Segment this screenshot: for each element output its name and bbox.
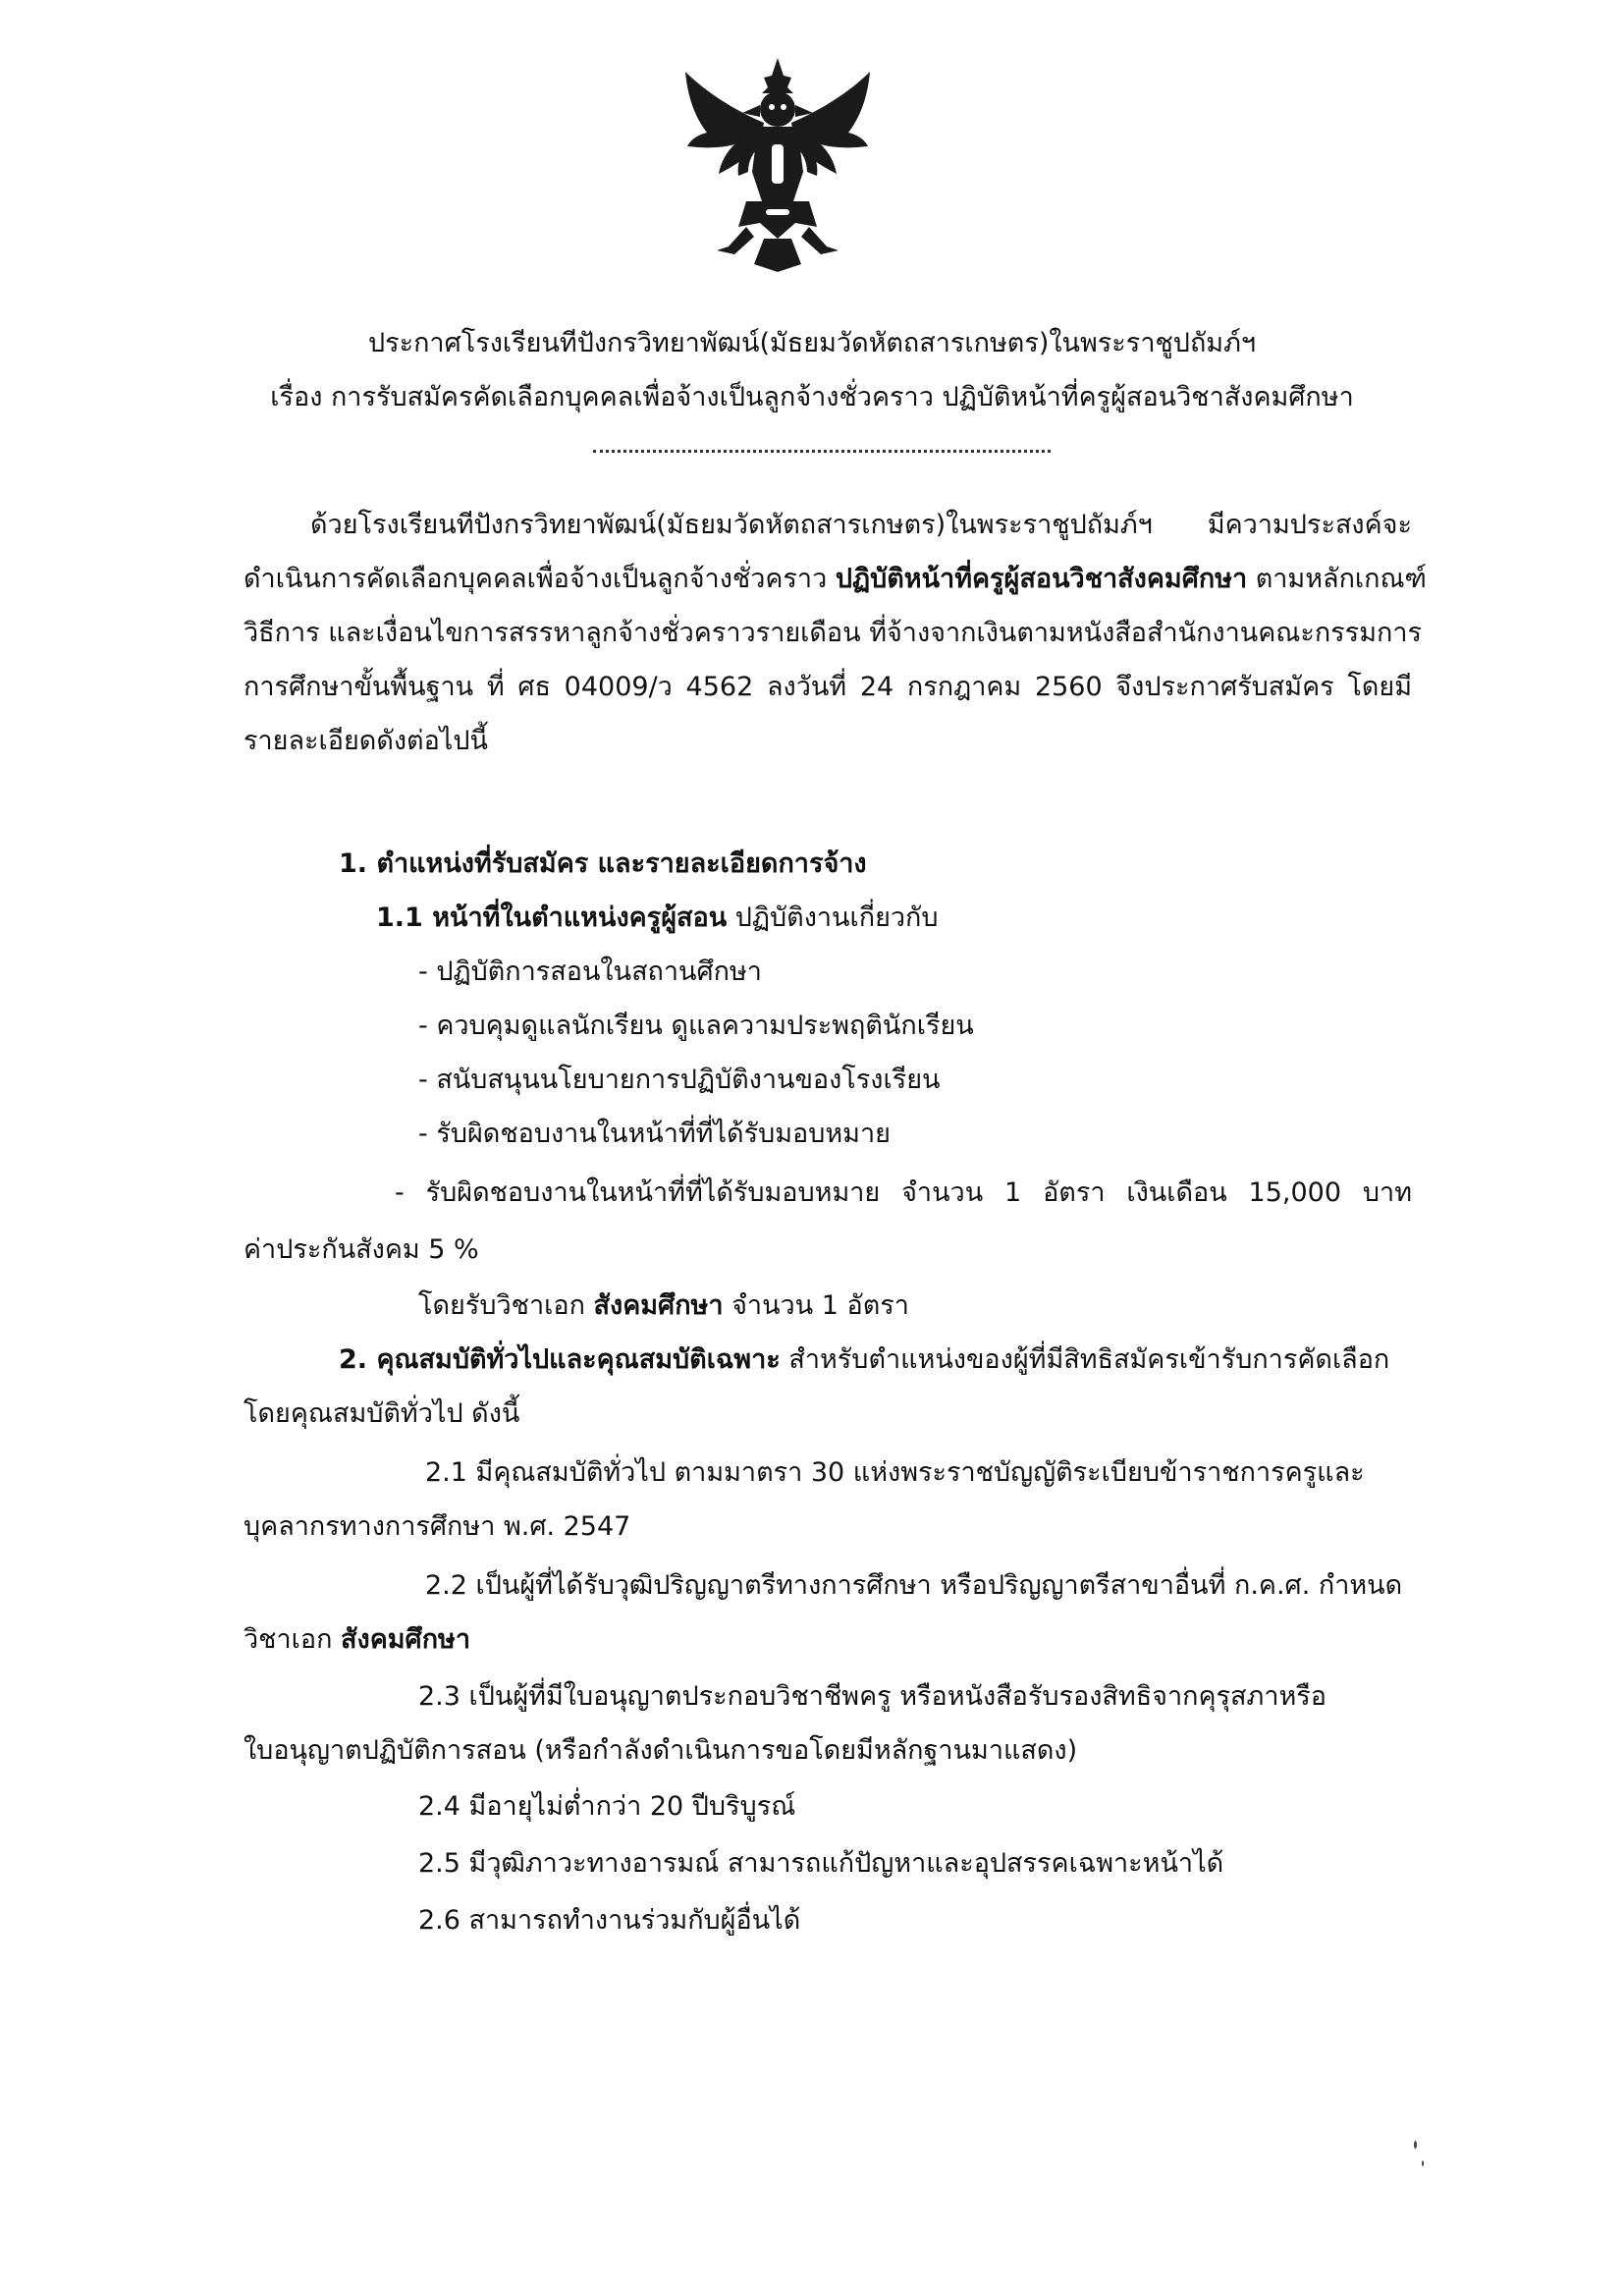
qualification-2-2-a: วิชาเอก: [244, 1624, 342, 1655]
qualification-2-3-line-2: ใบอนุญาตปฏิบัติการสอน (หรือกำลังดำเนินการขอโดยมีหลักฐานมาแสดง): [244, 1735, 1078, 1766]
duty-item: - รับผิดชอบงานในหน้าที่ที่ได้รับมอบหมาย: [418, 1119, 891, 1149]
intro-line-2: [244, 560, 1427, 599]
qualification-2-4: 2.4 มีอายุไม่ต่ำกว่า 20 ปีบริบูรณ์: [418, 1791, 796, 1822]
scan-speck: [1422, 2160, 1424, 2166]
qualification-2-5: 2.5 มีวุฒิภาวะทางอารมณ์ สามารถแก้ปัญหาและอุปสรรคเฉพาะหน้าได้: [418, 1848, 1224, 1879]
scan-speck: [1414, 2141, 1417, 2149]
salary-line-1: - รับผิดชอบงานในหน้าที่ที่ได้รับมอบหมาย จำนวน 1 อัตรา เงินเดือน 15,000 บาท: [395, 1177, 1412, 1208]
announcement-subject: เรื่อง การรับสมัครคัดเลือกบุคคลเพื่อจ้างเป็นลูกจ้างชั่วคราว ปฏิบัติหน้าที่ครูผู้สอนวิชาสังคมศึกษา: [270, 382, 1354, 412]
major-line-a: โดยรับวิชาเอก: [418, 1290, 594, 1321]
duty-item: - ควบคุมดูแลนักเรียน ดูแลความประพฤตินักเรียน: [418, 1011, 974, 1041]
salary-line-2: ค่าประกันสังคม 5 %: [244, 1234, 479, 1265]
intro-line-4: การศึกษาขั้นพื้นฐาน ที่ ศธ 04009/ว 4562 ลงวันที่ 24 กรกฎาคม 2560 จึงประกาศรับสมัคร โดยมี: [244, 672, 1412, 702]
section1-sub-num: 1.1: [376, 902, 433, 933]
duty-item: - ปฏิบัติการสอนในสถานศึกษา: [418, 957, 762, 987]
section1-heading: [339, 845, 867, 884]
qualification-2-3-line-1: 2.3 เป็นผู้ที่มีใบอนุญาตประกอบวิชาชีพครู หรือหนังสือรับรองสิทธิจากคุรุสภาหรือ: [418, 1681, 1327, 1712]
section1-sub-rest: ปฏิบัติงานเกี่ยวกับ: [727, 902, 939, 933]
section2-heading-rest: สำหรับตำแหน่งของผู้ที่มีสิทธิสมัครเข้ารับการคัดเลือก: [780, 1344, 1390, 1375]
intro-line-2-c: ตามหลักเกณฑ์: [1247, 564, 1427, 594]
major-subject-bold: สังคมศึกษา: [593, 1290, 724, 1321]
section2-heading: [339, 1340, 1390, 1380]
section1-sub-heading: [376, 899, 939, 938]
intro-line-3: วิธีการ และเงื่อนไขการสรรหาลูกจ้างชั่วคราวรายเดือน ที่จ้างจากเงินตามหนังสือสำนักงานคณะกรรมการ: [244, 618, 1422, 648]
qualification-2-1-line-2: บุคลากรทางการศึกษา พ.ศ. 2547: [244, 1511, 631, 1542]
intro-position-bold: ปฏิบัติหน้าที่ครูผู้สอนวิชาสังคมศึกษา: [835, 564, 1248, 594]
duty-item: - สนับสนุนนโยบายการปฏิบัติงานของโรงเรียน: [418, 1065, 941, 1095]
qualification-2-2-subject-bold: สังคมศึกษา: [341, 1624, 470, 1655]
qualification-2-2-line-1: 2.2 เป็นผู้ที่ได้รับวุฒิปริญญาตรีทางการศึกษา หรือปริญญาตรีสาขาอื่นที่ ก.ค.ศ. กำหนด: [425, 1570, 1403, 1601]
section2-heading-line-2: โดยคุณสมบัติทั่วไป ดังนี้: [244, 1398, 520, 1429]
qualification-2-1-line-1: 2.1 มีคุณสมบัติทั่วไป ตามมาตรา 30 แห่งพระราชบัญญัติระเบียบข้าราชการครูและ: [425, 1457, 1365, 1488]
qualification-2-6: 2.6 สามารถทำงานร่วมกับผู้อื่นได้: [418, 1905, 801, 1936]
qualification-2-2-line-2: [244, 1620, 470, 1660]
section1-heading-text: 1. ตำแหน่งที่รับสมัคร และรายละเอียดการจ้าง: [339, 848, 867, 879]
major-line-c: จำนวน 1 อัตรา: [723, 1290, 909, 1321]
garuda-emblem-icon: [677, 54, 879, 275]
major-line: [418, 1286, 909, 1326]
section1-sub-bold: หน้าที่ในตำแหน่งครูผู้สอน: [432, 902, 728, 933]
announcement-title: ประกาศโรงเรียนทีปังกรวิทยาพัฒน์(มัธยมวัดหัตถสารเกษตร)ในพระราชูปถัมภ์ฯ: [367, 328, 1257, 358]
intro-line-5: รายละเอียดดังต่อไปนี้: [244, 726, 488, 756]
intro-line-2-a: ดำเนินการคัดเลือกบุคคลเพื่อจ้างเป็นลูกจ้างชั่วคราว: [244, 564, 836, 594]
section2-heading-bold: 2. คุณสมบัติทั่วไปและคุณสมบัติเฉพาะ: [339, 1344, 781, 1375]
intro-line-1: ด้วยโรงเรียนทีปังกรวิทยาพัฒน์(มัธยมวัดหัตถสารเกษตร)ในพระราชูปถัมภ์ฯ มีความประสงค์จะ: [310, 510, 1412, 540]
header-divider: [593, 450, 1051, 453]
